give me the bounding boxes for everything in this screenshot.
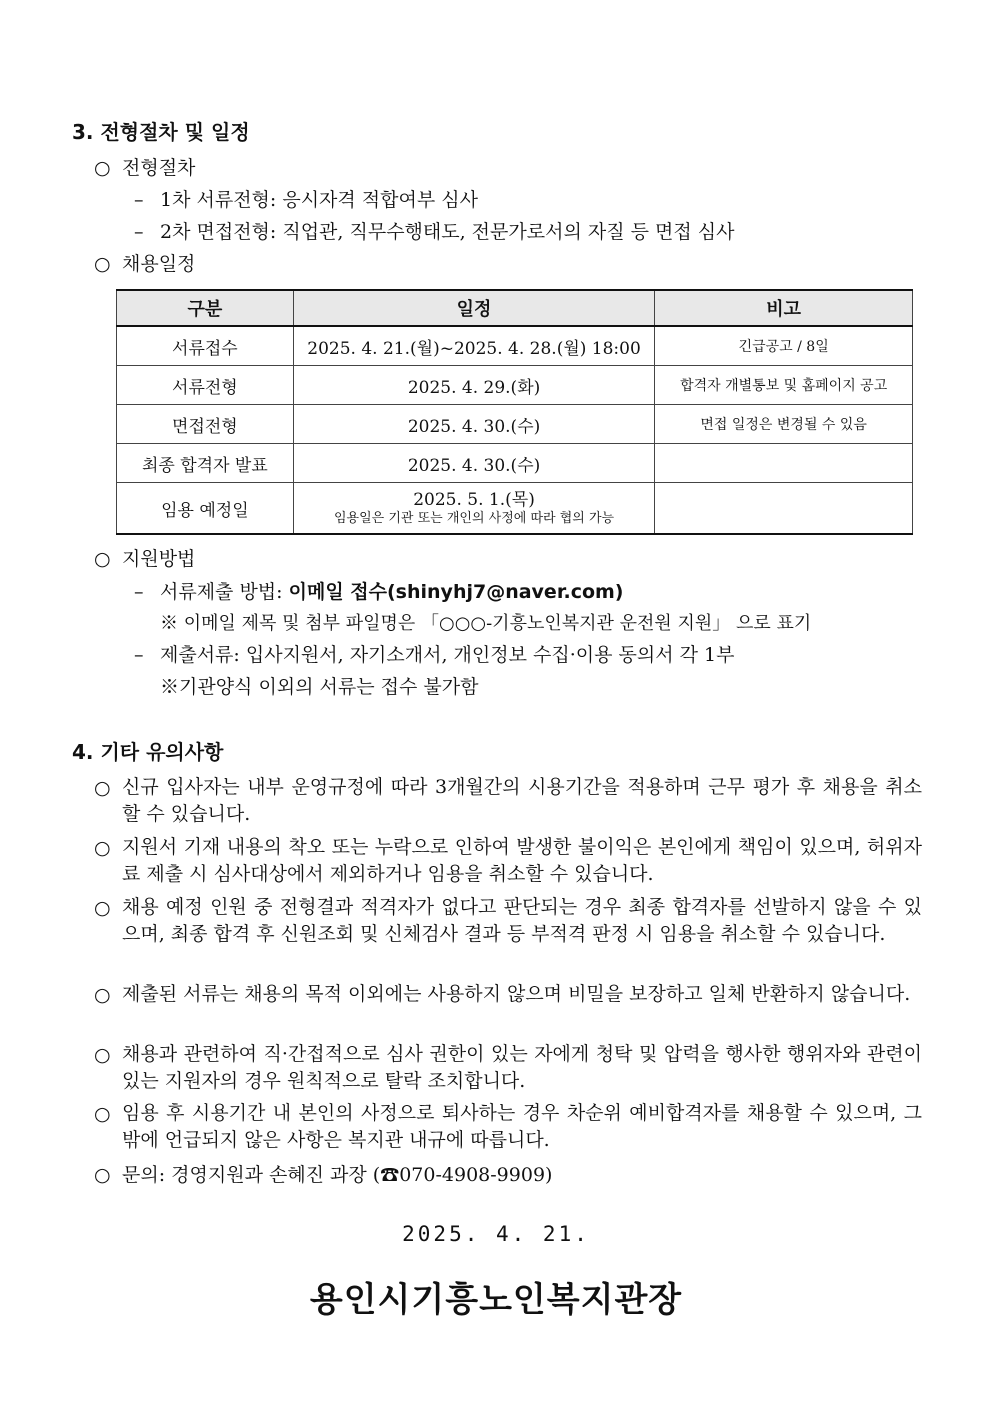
notice-item: 지원서 기재 내용의 착오 또는 누락으로 인하여 발생한 불이익은 본인에게 책임이 있으며, 허위자료 제출 시 심사대상에서 제외하거나 임용을 취소할 수 있습니다.	[122, 836, 922, 885]
bullet-icon: ○	[94, 1164, 111, 1186]
row-note: 면접 일정은 변경될 수 있음	[655, 405, 913, 444]
row-schedule: 2025. 5. 1.(목)	[413, 490, 535, 510]
dash-icon: –	[134, 581, 144, 603]
notice-item: 채용과 관련하여 직·간접적으로 심사 권한이 있는 자에게 청탁 및 압력을 행사한 행위자와 관련이 있는 지원자의 경우 원칙적으로 탈락 조치합니다.	[122, 1043, 922, 1092]
table-row	[117, 444, 913, 483]
submit-method	[160, 578, 624, 606]
apply-label: 지원방법	[122, 548, 196, 570]
schedule-label: 채용일정	[122, 253, 196, 275]
dash-icon: –	[134, 221, 144, 243]
submit-method-prefix: 서류제출 방법:	[160, 581, 289, 603]
row-schedule: 2025. 4. 30.(수)	[293, 405, 655, 444]
dash-icon: –	[134, 189, 144, 211]
bullet-icon: ○	[94, 1103, 111, 1125]
row-schedule-sub: 임용일은 기관 또는 개인의 사정에 따라 협의 가능	[334, 511, 615, 526]
notice-item: 제출된 서류는 채용의 목적 이외에는 사용하지 않으며 비밀을 보장하고 일체 반환하지 않습니다.	[122, 983, 911, 1005]
schedule-table	[116, 289, 913, 535]
bullet-icon: ○	[94, 984, 111, 1006]
schedule-table-header	[117, 290, 913, 326]
email-note: ※ 이메일 제목 및 첨부 파일명은 「○○○-기흥노인복지관 운전원 지원」 으로 표기	[160, 613, 812, 634]
bullet-icon: ○	[94, 897, 111, 919]
table-row	[117, 326, 913, 366]
row-schedule: 2025. 4. 21.(월)~2025. 4. 28.(월) 18:00	[293, 326, 655, 366]
table-row	[117, 405, 913, 444]
notice-item: 채용 예정 인원 중 전형결과 적격자가 없다고 판단되는 경우 최종 합격자를 선발하지 않을 수 있으며, 최종 합격 후 신원조회 및 신체검사 결과 등 부적격 판정 시 임용을 취소할 수 있습니다.	[122, 896, 922, 945]
header-schedule: 일정	[293, 290, 655, 326]
row-note: 합격자 개별통보 및 홈페이지 공고	[655, 366, 913, 405]
documents: 제출서류: 입사지원서, 자기소개서, 개인정보 수집·이용 동의서 각 1부	[160, 644, 735, 666]
row-category: 최종 합격자 발표	[117, 444, 294, 483]
header-note: 비고	[655, 290, 913, 326]
bullet-icon: ○	[94, 548, 111, 570]
bullet-icon: ○	[94, 777, 111, 799]
section3-title: 3. 전형절차 및 일정	[72, 120, 250, 144]
row-schedule-cell	[293, 483, 655, 535]
row-schedule: 2025. 4. 29.(화)	[293, 366, 655, 405]
header-category: 구분	[117, 290, 294, 326]
documents-note: ※기관양식 이외의 서류는 접수 불가함	[160, 676, 479, 698]
row-note	[655, 444, 913, 483]
bullet-icon: ○	[94, 253, 111, 275]
table-row	[117, 483, 913, 535]
document-date: 2025. 4. 21.	[402, 1222, 590, 1246]
procedure-label: 전형절차	[122, 157, 196, 179]
contact-info: 문의: 경영지원과 손혜진 과장 (☎070-4908-9909)	[122, 1164, 553, 1186]
row-note	[655, 483, 913, 535]
procedure-step2: 2차 면접전형: 직업관, 직무수행태도, 전문가로서의 자질 등 면접 심사	[160, 221, 735, 243]
row-category: 임용 예정일	[117, 483, 294, 535]
dash-icon: –	[134, 644, 144, 666]
row-category: 서류접수	[117, 326, 294, 366]
row-schedule: 2025. 4. 30.(수)	[293, 444, 655, 483]
section4-title: 4. 기타 유의사항	[72, 740, 224, 764]
table-row	[117, 366, 913, 405]
bullet-icon: ○	[94, 837, 111, 859]
row-category: 면접전형	[117, 405, 294, 444]
row-category: 서류전형	[117, 366, 294, 405]
notice-item: 신규 입사자는 내부 운영규정에 따라 3개월간의 시용기간을 적용하며 근무 평가 후 채용을 취소할 수 있습니다.	[122, 776, 922, 825]
row-note: 긴급공고 / 8일	[655, 326, 913, 366]
notice-item: 임용 후 시용기간 내 본인의 사정으로 퇴사하는 경우 차순위 예비합격자를 채용할 수 있으며, 그 밖에 언급되지 않은 사항은 복지관 내규에 따릅니다.	[122, 1102, 922, 1151]
submit-method-email[interactable]: 이메일 접수(shinyhj7@naver.com)	[288, 581, 624, 603]
bullet-icon: ○	[94, 1044, 111, 1066]
organization-name: 용인시기흥노인복지관장	[309, 1280, 683, 1320]
bullet-icon: ○	[94, 157, 111, 179]
procedure-step1: 1차 서류전형: 응시자격 적합여부 심사	[160, 189, 478, 211]
